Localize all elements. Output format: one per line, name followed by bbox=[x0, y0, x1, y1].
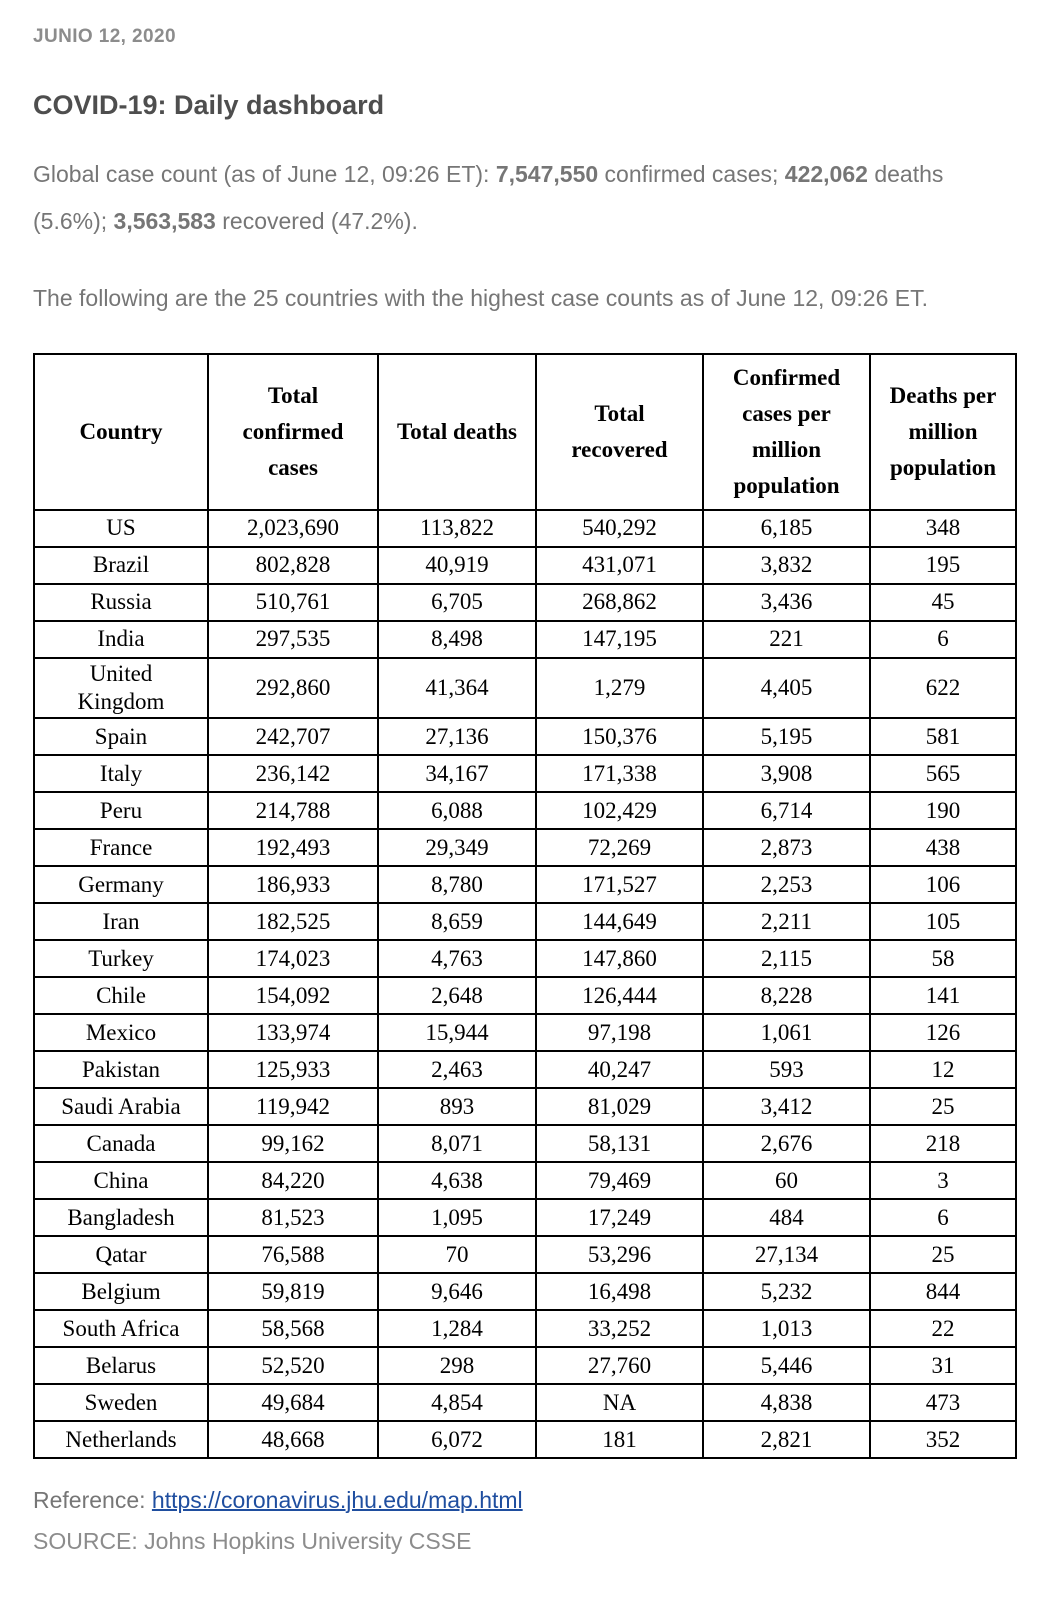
value-cell: 893 bbox=[378, 1088, 536, 1125]
value-cell: 72,269 bbox=[536, 829, 703, 866]
value-cell: 58 bbox=[870, 940, 1016, 977]
value-cell: 3,412 bbox=[703, 1088, 870, 1125]
country-cell: Peru bbox=[34, 792, 208, 829]
value-cell: 3,832 bbox=[703, 547, 870, 584]
value-cell: NA bbox=[536, 1384, 703, 1421]
value-cell: 33,252 bbox=[536, 1310, 703, 1347]
value-cell: 102,429 bbox=[536, 792, 703, 829]
value-cell: 150,376 bbox=[536, 718, 703, 755]
value-cell: 3 bbox=[870, 1162, 1016, 1199]
value-cell: 3,908 bbox=[703, 755, 870, 792]
table-row bbox=[34, 1051, 1016, 1088]
reference-line bbox=[33, 1487, 1024, 1514]
table-row bbox=[34, 718, 1016, 755]
value-cell: 4,838 bbox=[703, 1384, 870, 1421]
value-cell: 8,659 bbox=[378, 903, 536, 940]
table-row bbox=[34, 1347, 1016, 1384]
value-cell: 41,364 bbox=[378, 658, 536, 718]
value-cell: 6,705 bbox=[378, 584, 536, 621]
value-cell: 70 bbox=[378, 1236, 536, 1273]
value-cell: 125,933 bbox=[208, 1051, 378, 1088]
value-cell: 844 bbox=[870, 1273, 1016, 1310]
value-cell: 6,185 bbox=[703, 510, 870, 547]
country-cell: Russia bbox=[34, 584, 208, 621]
country-cell: Mexico bbox=[34, 1014, 208, 1051]
value-cell: 2,463 bbox=[378, 1051, 536, 1088]
value-cell: 6,088 bbox=[378, 792, 536, 829]
value-cell: 292,860 bbox=[208, 658, 378, 718]
recovered-count: 3,563,583 bbox=[113, 208, 216, 234]
value-cell: 8,071 bbox=[378, 1125, 536, 1162]
value-cell: 4,405 bbox=[703, 658, 870, 718]
value-cell: 8,228 bbox=[703, 977, 870, 1014]
value-cell: 3,436 bbox=[703, 584, 870, 621]
table-row bbox=[34, 1273, 1016, 1310]
value-cell: 4,763 bbox=[378, 940, 536, 977]
value-cell: 2,676 bbox=[703, 1125, 870, 1162]
table-body bbox=[34, 510, 1016, 1458]
country-cell: Bangladesh bbox=[34, 1199, 208, 1236]
table-row bbox=[34, 755, 1016, 792]
country-cell: South Africa bbox=[34, 1310, 208, 1347]
value-cell: 2,821 bbox=[703, 1421, 870, 1458]
value-cell: 268,862 bbox=[536, 584, 703, 621]
table-row bbox=[34, 1088, 1016, 1125]
table-row bbox=[34, 1310, 1016, 1347]
value-cell: 473 bbox=[870, 1384, 1016, 1421]
value-cell: 58,568 bbox=[208, 1310, 378, 1347]
value-cell: 192,493 bbox=[208, 829, 378, 866]
value-cell: 540,292 bbox=[536, 510, 703, 547]
value-cell: 348 bbox=[870, 510, 1016, 547]
value-cell: 40,919 bbox=[378, 547, 536, 584]
reference-link[interactable]: https://coronavirus.jhu.edu/map.html bbox=[151, 1487, 523, 1514]
value-cell: 17,249 bbox=[536, 1199, 703, 1236]
reference-label: Reference: bbox=[33, 1487, 152, 1514]
table-row bbox=[34, 1199, 1016, 1236]
country-cell: Belarus bbox=[34, 1347, 208, 1384]
value-cell: 214,788 bbox=[208, 792, 378, 829]
country-cell: India bbox=[34, 621, 208, 658]
country-cell: US bbox=[34, 510, 208, 547]
value-cell: 52,520 bbox=[208, 1347, 378, 1384]
header-cases-per-million: Confirmed cases per million population bbox=[703, 354, 870, 510]
value-cell: 8,498 bbox=[378, 621, 536, 658]
value-cell: 48,668 bbox=[208, 1421, 378, 1458]
value-cell: 6,072 bbox=[378, 1421, 536, 1458]
subtext-paragraph: The following are the 25 countries with the highest case counts as of June 12, 09:26 ET. bbox=[33, 285, 928, 311]
country-cell: Spain bbox=[34, 718, 208, 755]
value-cell: 4,854 bbox=[378, 1384, 536, 1421]
value-cell: 29,349 bbox=[378, 829, 536, 866]
value-cell: 31 bbox=[870, 1347, 1016, 1384]
table-row bbox=[34, 792, 1016, 829]
table-row bbox=[34, 510, 1016, 547]
value-cell: 133,974 bbox=[208, 1014, 378, 1051]
value-cell: 81,523 bbox=[208, 1199, 378, 1236]
header-total-confirmed: Total confirmed cases bbox=[208, 354, 378, 510]
value-cell: 174,023 bbox=[208, 940, 378, 977]
value-cell: 236,142 bbox=[208, 755, 378, 792]
value-cell: 84,220 bbox=[208, 1162, 378, 1199]
table-row bbox=[34, 1162, 1016, 1199]
value-cell: 126 bbox=[870, 1014, 1016, 1051]
value-cell: 6 bbox=[870, 621, 1016, 658]
header-total-recovered: Total recovered bbox=[536, 354, 703, 510]
country-cell: Chile bbox=[34, 977, 208, 1014]
value-cell: 298 bbox=[378, 1347, 536, 1384]
value-cell: 53,296 bbox=[536, 1236, 703, 1273]
value-cell: 218 bbox=[870, 1125, 1016, 1162]
value-cell: 1,279 bbox=[536, 658, 703, 718]
country-cell: Iran bbox=[34, 903, 208, 940]
table-row bbox=[34, 1236, 1016, 1273]
value-cell: 58,131 bbox=[536, 1125, 703, 1162]
value-cell: 49,684 bbox=[208, 1384, 378, 1421]
value-cell: 1,061 bbox=[703, 1014, 870, 1051]
value-cell: 171,338 bbox=[536, 755, 703, 792]
country-cell: United Kingdom bbox=[34, 658, 208, 718]
country-cell: Italy bbox=[34, 755, 208, 792]
value-cell: 40,247 bbox=[536, 1051, 703, 1088]
value-cell: 297,535 bbox=[208, 621, 378, 658]
value-cell: 182,525 bbox=[208, 903, 378, 940]
value-cell: 2,211 bbox=[703, 903, 870, 940]
value-cell: 1,013 bbox=[703, 1310, 870, 1347]
intro-mid1: confirmed cases; bbox=[598, 161, 785, 187]
value-cell: 25 bbox=[870, 1088, 1016, 1125]
value-cell: 2,115 bbox=[703, 940, 870, 977]
country-cell: Pakistan bbox=[34, 1051, 208, 1088]
value-cell: 2,253 bbox=[703, 866, 870, 903]
value-cell: 565 bbox=[870, 755, 1016, 792]
country-cell: Belgium bbox=[34, 1273, 208, 1310]
value-cell: 25 bbox=[870, 1236, 1016, 1273]
value-cell: 2,648 bbox=[378, 977, 536, 1014]
value-cell: 144,649 bbox=[536, 903, 703, 940]
value-cell: 22 bbox=[870, 1310, 1016, 1347]
table-row bbox=[34, 547, 1016, 584]
value-cell: 12 bbox=[870, 1051, 1016, 1088]
value-cell: 15,944 bbox=[378, 1014, 536, 1051]
value-cell: 27,136 bbox=[378, 718, 536, 755]
value-cell: 1,284 bbox=[378, 1310, 536, 1347]
value-cell: 105 bbox=[870, 903, 1016, 940]
value-cell: 6,714 bbox=[703, 792, 870, 829]
intro-suffix: recovered (47.2%). bbox=[215, 208, 418, 234]
value-cell: 186,933 bbox=[208, 866, 378, 903]
intro-mid2: deaths (5.6%); bbox=[33, 161, 944, 234]
page-title: COVID-19: Daily dashboard bbox=[33, 90, 385, 120]
country-cell: China bbox=[34, 1162, 208, 1199]
country-cell: Turkey bbox=[34, 940, 208, 977]
value-cell: 242,707 bbox=[208, 718, 378, 755]
value-cell: 34,167 bbox=[378, 755, 536, 792]
value-cell: 4,638 bbox=[378, 1162, 536, 1199]
value-cell: 97,198 bbox=[536, 1014, 703, 1051]
value-cell: 581 bbox=[870, 718, 1016, 755]
footer bbox=[33, 1487, 1024, 1555]
value-cell: 6 bbox=[870, 1199, 1016, 1236]
value-cell: 45 bbox=[870, 584, 1016, 621]
value-cell: 593 bbox=[703, 1051, 870, 1088]
value-cell: 5,195 bbox=[703, 718, 870, 755]
country-cell: Brazil bbox=[34, 547, 208, 584]
covid-country-table bbox=[33, 353, 1017, 1459]
source-line: SOURCE: Johns Hopkins University CSSE bbox=[33, 1528, 472, 1555]
value-cell: 16,498 bbox=[536, 1273, 703, 1310]
global-count-paragraph bbox=[33, 151, 991, 245]
value-cell: 126,444 bbox=[536, 977, 703, 1014]
table-row bbox=[34, 903, 1016, 940]
value-cell: 171,527 bbox=[536, 866, 703, 903]
value-cell: 2,873 bbox=[703, 829, 870, 866]
value-cell: 1,095 bbox=[378, 1199, 536, 1236]
deaths-count: 422,062 bbox=[784, 161, 868, 187]
intro-prefix: Global case count (as of June 12, 09:26 ET): bbox=[33, 161, 496, 187]
value-cell: 76,588 bbox=[208, 1236, 378, 1273]
value-cell: 119,942 bbox=[208, 1088, 378, 1125]
country-cell: Canada bbox=[34, 1125, 208, 1162]
header-deaths-per-million: Deaths per million population bbox=[870, 354, 1016, 510]
country-cell: Netherlands bbox=[34, 1421, 208, 1458]
country-cell: Qatar bbox=[34, 1236, 208, 1273]
value-cell: 190 bbox=[870, 792, 1016, 829]
value-cell: 2,023,690 bbox=[208, 510, 378, 547]
value-cell: 106 bbox=[870, 866, 1016, 903]
confirmed-cases-count: 7,547,550 bbox=[495, 161, 599, 187]
country-cell: Germany bbox=[34, 866, 208, 903]
value-cell: 8,780 bbox=[378, 866, 536, 903]
header-country: Country bbox=[34, 354, 208, 510]
value-cell: 27,760 bbox=[536, 1347, 703, 1384]
value-cell: 147,860 bbox=[536, 940, 703, 977]
value-cell: 221 bbox=[703, 621, 870, 658]
country-cell: Saudi Arabia bbox=[34, 1088, 208, 1125]
table-row bbox=[34, 584, 1016, 621]
table-row bbox=[34, 658, 1016, 718]
date-heading: JUNIO 12, 2020 bbox=[33, 26, 176, 47]
value-cell: 81,029 bbox=[536, 1088, 703, 1125]
header-total-deaths: Total deaths bbox=[378, 354, 536, 510]
value-cell: 438 bbox=[870, 829, 1016, 866]
table-row bbox=[34, 1421, 1016, 1458]
value-cell: 484 bbox=[703, 1199, 870, 1236]
value-cell: 99,162 bbox=[208, 1125, 378, 1162]
value-cell: 147,195 bbox=[536, 621, 703, 658]
value-cell: 622 bbox=[870, 658, 1016, 718]
table-row bbox=[34, 940, 1016, 977]
country-cell: France bbox=[34, 829, 208, 866]
value-cell: 5,232 bbox=[703, 1273, 870, 1310]
table-row bbox=[34, 866, 1016, 903]
country-cell: Sweden bbox=[34, 1384, 208, 1421]
table-row bbox=[34, 1384, 1016, 1421]
value-cell: 60 bbox=[703, 1162, 870, 1199]
value-cell: 181 bbox=[536, 1421, 703, 1458]
value-cell: 195 bbox=[870, 547, 1016, 584]
value-cell: 141 bbox=[870, 977, 1016, 1014]
value-cell: 59,819 bbox=[208, 1273, 378, 1310]
table-row bbox=[34, 977, 1016, 1014]
value-cell: 802,828 bbox=[208, 547, 378, 584]
table-row bbox=[34, 1125, 1016, 1162]
value-cell: 431,071 bbox=[536, 547, 703, 584]
table-row bbox=[34, 829, 1016, 866]
value-cell: 154,092 bbox=[208, 977, 378, 1014]
value-cell: 27,134 bbox=[703, 1236, 870, 1273]
value-cell: 352 bbox=[870, 1421, 1016, 1458]
table-row bbox=[34, 621, 1016, 658]
value-cell: 5,446 bbox=[703, 1347, 870, 1384]
value-cell: 113,822 bbox=[378, 510, 536, 547]
value-cell: 510,761 bbox=[208, 584, 378, 621]
value-cell: 79,469 bbox=[536, 1162, 703, 1199]
value-cell: 9,646 bbox=[378, 1273, 536, 1310]
table-row bbox=[34, 1014, 1016, 1051]
table-header-row bbox=[34, 354, 1016, 510]
